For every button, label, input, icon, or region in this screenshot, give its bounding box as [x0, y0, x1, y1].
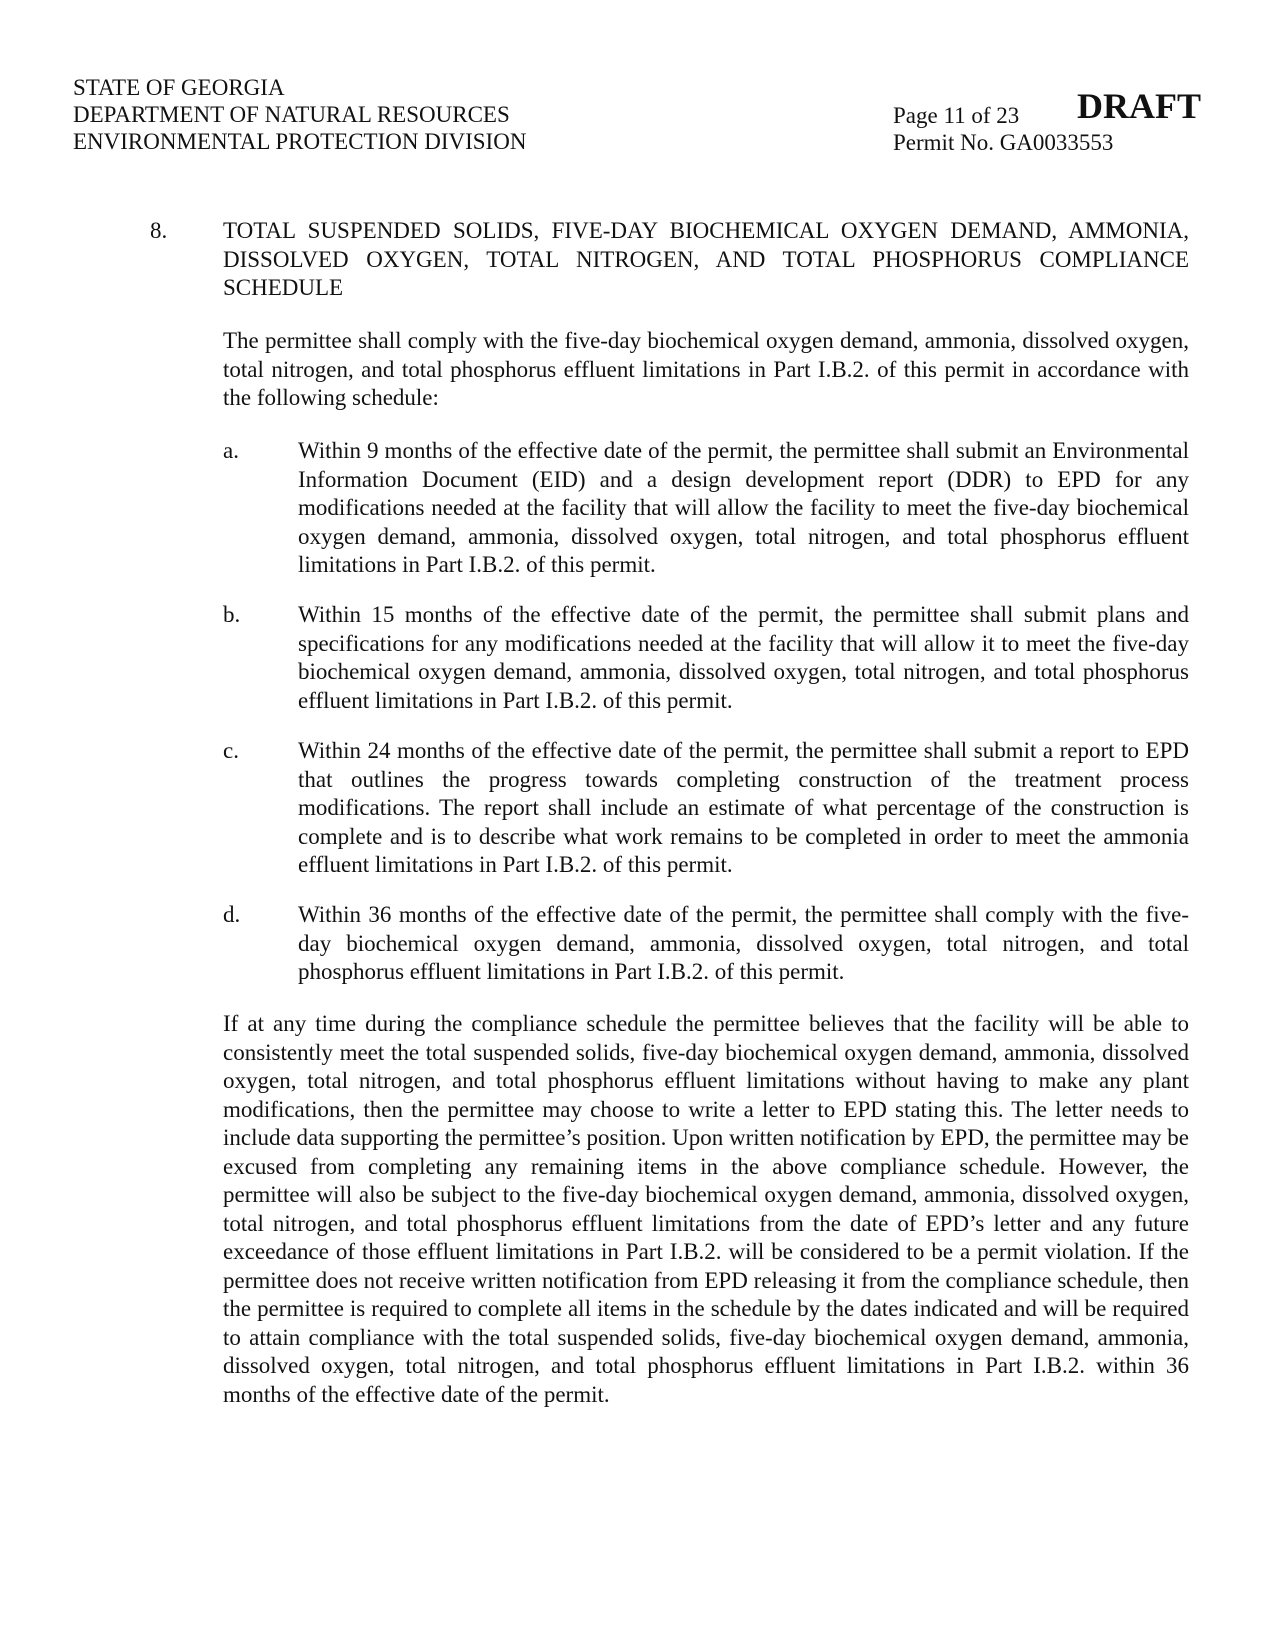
schedule-item-text-d: Within 36 months of the effective date of the permit, the permittee shall comply with the five-day biochemical oxygen demand, ammonia, dissolved oxygen, total nitrogen, and total phosphorus effluent limitations in Part I.B.2. of this permit.	[298, 902, 1189, 984]
closing-paragraph: If at any time during the compliance schedule the permittee believes that the facility will be able to consistently meet the total suspended solids, five-day biochemical oxygen demand, ammonia, dissolved oxygen, total nitrogen, and total phosphorus effluent limitations without having to make any plant modifications, then the permittee may choose to write a letter to EPD stating this. The letter needs to include data supporting the permittee’s position. Upon written notification by EPD, the permittee may be excused from completing any remaining items in the above compliance schedule. However, the permittee will also be subject to the five-day biochemical oxygen demand, ammonia, dissolved oxygen, total nitrogen, and total phosphorus effluent limitations from the date of EPD’s letter and any future exceedance of those effluent limitations in Part I.B.2. will be considered to be a permit violation. If the permittee does not receive written notification from EPD releasing it from the compliance schedule, then the permittee is required to complete all items in the schedule by the dates indicated and will be required to attain compliance with the total suspended solids, five-day biochemical oxygen demand, ammonia, dissolved oxygen, total nitrogen, and total phosphorus effluent limitations in Part I.B.2. within 36 months of the effective date of the permit.	[223, 1011, 1189, 1407]
schedule-item-text-c: Within 24 months of the effective date of the permit, the permittee shall submit a report to EPD that outlines the progress towards completing construction of the treatment process modifications. The report shall include an estimate of what percentage of the construction is complete and is to describe what work remains to be completed in order to meet the ammonia effluent limitations in Part I.B.2. of this permit.	[298, 738, 1189, 877]
section-title: TOTAL SUSPENDED SOLIDS, FIVE-DAY BIOCHEMICAL OXYGEN DEMAND, AMMONIA, DISSOLVED OXYGEN, TOTAL NITROGEN, AND TOTAL PHOSPHORUS COMPLIANCE SCHEDULE	[223, 218, 1189, 300]
schedule-item-label-d: d.	[223, 902, 241, 927]
agency-department: DEPARTMENT OF NATURAL RESOURCES	[73, 102, 510, 127]
draft-stamp: DRAFT	[1077, 86, 1201, 126]
agency-division: ENVIRONMENTAL PROTECTION DIVISION	[73, 129, 527, 154]
agency-header	[73, 74, 526, 155]
intro-paragraph: The permittee shall comply with the five-day biochemical oxygen demand, ammonia, dissolved oxygen, total nitrogen, and total phosphorus effluent limitations in Part I.B.2. of this permit in accordance with the following schedule:	[223, 328, 1189, 410]
schedule-item-text-b: Within 15 months of the effective date of the permit, the permittee shall submit plans and specifications for any modifications needed at the facility that will allow it to meet the five-day biochemical oxygen demand, ammonia, dissolved oxygen, total nitrogen, and total phosphorus effluent limitations in Part I.B.2. of this permit.	[298, 602, 1189, 713]
schedule-item-label-a: a.	[223, 438, 239, 463]
schedule-item-label-c: c.	[223, 738, 239, 763]
section-number: 8.	[150, 218, 168, 243]
schedule-item-label-b: b.	[223, 602, 241, 627]
schedule-item-text-a: Within 9 months of the effective date of the permit, the permittee shall submit an Environmental Information Document (EID) and a design development report (DDR) to EPD for any modifications needed at the facility that will allow the facility to meet the five-day biochemical oxygen demand, ammonia, dissolved oxygen, total nitrogen, and total phosphorus effluent limitations in Part I.B.2. of this permit.	[298, 438, 1189, 577]
agency-state: STATE OF GEORGIA	[73, 75, 285, 100]
permit-number: Permit No. GA0033553	[893, 130, 1114, 155]
page-number: Page 11 of 23	[893, 103, 1020, 128]
permit-header	[893, 102, 1113, 156]
